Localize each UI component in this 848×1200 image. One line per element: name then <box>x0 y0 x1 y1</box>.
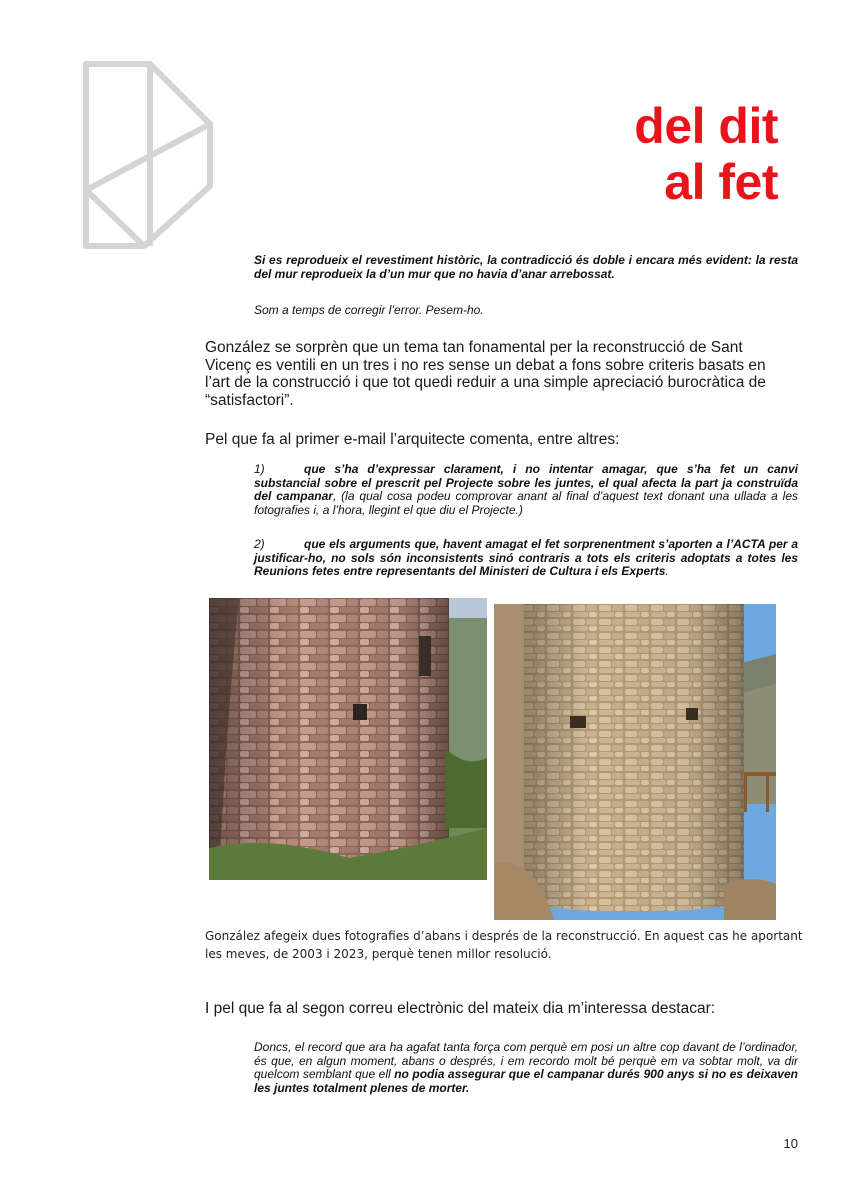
quote-900-years-bold: no podia assegurar que el campanar durés 900 anys si no es deixaven les juntes totalment plenes de morter. <box>254 1067 798 1095</box>
paragraph-second-email <box>205 1000 785 1018</box>
quote-900-years-normal: Doncs, el record que ara ha agafat tanta força com perquè em posi un altre cop davant de l’ordinador, és que, en algun moment, abans o després, i em recordo molt bé perquè em va sobtar molt, va dir quelcom semblant que ell <box>254 1040 798 1081</box>
list-item-1 <box>254 463 798 517</box>
photo-caption <box>205 927 805 963</box>
paragraph-first-email <box>205 431 785 449</box>
page-number: 10 <box>783 1136 798 1151</box>
quote-historic-coating <box>254 254 798 281</box>
title-line-2: al fet <box>664 154 778 210</box>
stone-tower-after-photo <box>494 604 776 920</box>
list-item-2 <box>254 538 798 579</box>
quote-900-years <box>254 1041 798 1095</box>
photo-caption-text: González afegeix dues fotografies d’abans i després de la reconstrucció. En aquest cas he aportant les meves, de 2003 i 2023, perquè tenen millor resolució. <box>205 929 803 961</box>
list-item-1-number: 1) <box>254 462 265 476</box>
page-title <box>634 98 778 210</box>
stone-tower-before-photo <box>209 598 487 880</box>
list-item-1-bold: que s’ha d’expressar clarament, i no intentar amagar, que s’ha fet un canvi substancial sobre el prescrit pel Projecte sobre les juntes, el qual afecta la part ja construïda del campanar <box>254 462 798 503</box>
quote-correct-error <box>254 304 798 318</box>
paragraph-gonzalez-surprise <box>205 339 785 409</box>
list-item-2-rest: . <box>665 564 669 578</box>
list-item-1-rest: , (la qual cosa podeu comprovar anant al final d’aquest text donant una ullada a les fotografies i, a l’hora, llegint el que diu el Projecte.) <box>254 489 798 517</box>
hexagon-outline-logo-icon <box>82 60 214 250</box>
paragraph-second-email-text: I pel que fa al segon correu electrònic del mateix dia m’interessa destacar: <box>205 1000 716 1017</box>
list-item-2-number: 2) <box>254 537 265 551</box>
quote-correct-error-text: Som a temps de corregir l’error. Pesem-ho. <box>254 303 484 317</box>
quote-historic-coating-text: Si es reprodueix el revestiment històric, la contradicció és doble i encara més evident: la resta del mur reprodueix la d’un mur que no havia d’anar arrebossat. <box>254 253 798 281</box>
paragraph-gonzalez-surprise-text: González se sorprèn que un tema tan fonamental per la reconstrucció de Sant Vicenç es ventili en un tres i no res sense un debat a fons sobre criteris basats en l’art de la construcció i que tot quedi reduir a una simple apreciació burocràtica de “satisfactori”. <box>205 339 766 409</box>
title-line-1: del dit <box>634 98 778 154</box>
paragraph-first-email-text: Pel que fa al primer e-mail l’arquitecte comenta, entre altres: <box>205 431 620 448</box>
list-item-2-bold: que els arguments que, havent amagat el fet sorprenentment s’aporten a l’ACTA per a justificar-ho, no sols són inconsistents sinó contraris a tots els criteris adoptats a totes les Reunions fetes entre representants del Ministeri de Cultura i els Experts <box>254 537 798 578</box>
